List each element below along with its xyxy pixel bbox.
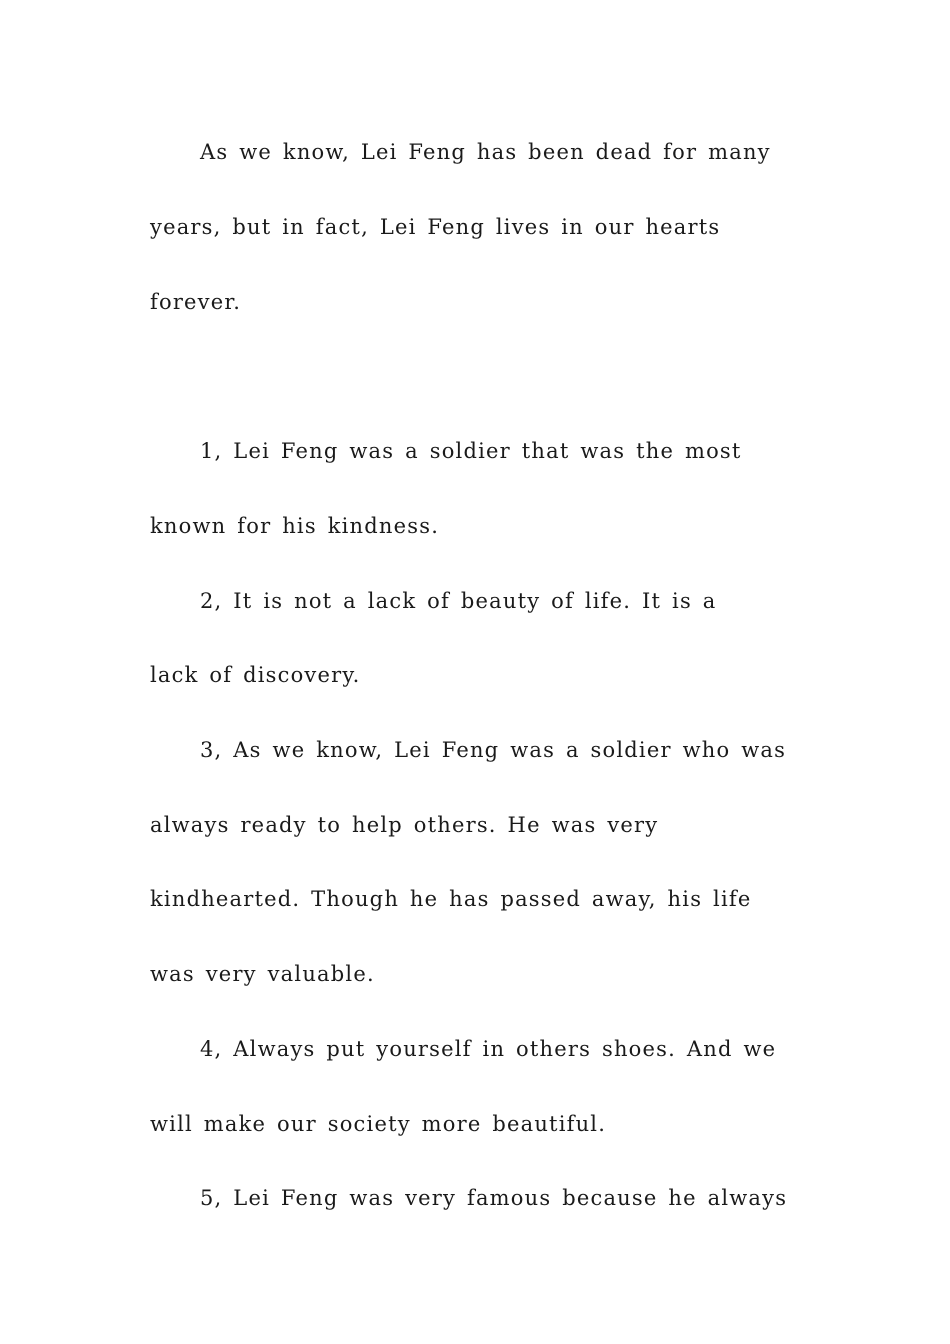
text-line: 5, Lei Feng was very famous because he always [200,1186,788,1210]
text-line: kindhearted. Though he has passed away, his life [150,887,752,911]
text-line: lack of discovery. [150,663,361,687]
text-line: forever. [150,290,242,314]
text-line: 1, Lei Feng was a soldier that was the most [200,439,742,463]
text-line: will make our society more beautiful. [150,1112,607,1136]
text-line: known for his kindness. [150,514,440,538]
text-line: 3, As we know, Lei Feng was a soldier who was [200,738,787,762]
text-line: 2, It is not a lack of beauty of life. It is a [200,589,717,613]
text-line: was very valuable. [150,962,375,986]
text-line: As we know, Lei Feng has been dead for many [200,140,771,164]
text-line: years, but in fact, Lei Feng lives in our hearts [150,215,721,239]
text-line: always ready to help others. He was very [150,813,659,837]
text-line: 4, Always put yourself in others shoes. And we [200,1037,777,1061]
